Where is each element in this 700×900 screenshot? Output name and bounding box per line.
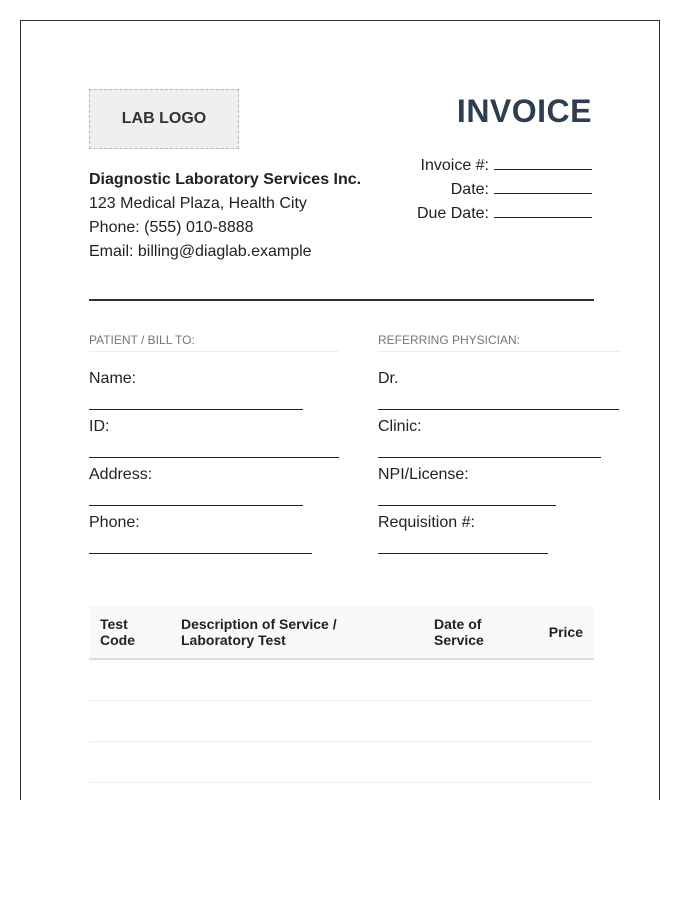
cell-description[interactable] [170,742,423,783]
header-divider [89,299,594,301]
patient-id-line[interactable] [89,457,339,458]
th-date-of-service: Date of Service [423,606,515,659]
physician-req-label: Requisition #: [378,514,475,531]
cell-date[interactable] [423,701,515,742]
company-name: Diagnostic Laboratory Services Inc. [89,171,362,188]
invoice-number-field[interactable] [494,155,592,170]
physician-name-field [378,370,620,418]
patient-address-line[interactable] [89,505,303,506]
patient-header: PATIENT / BILL TO: [89,333,339,352]
cell-date[interactable] [423,742,515,783]
table-row [89,742,594,783]
patient-name-field [89,370,339,418]
invoice-sheet [20,20,660,800]
company-email: Email: billing@diaglab.example [89,243,312,260]
company-address: 123 Medical Plaza, Health City [89,195,307,212]
physician-npi-field [378,466,620,514]
physician-header: REFERRING PHYSICIAN: [378,333,620,352]
patient-phone-label: Phone: [89,514,140,531]
physician-req-line[interactable] [378,553,548,554]
patient-address-label: Address: [89,466,153,483]
physician-section [378,333,620,562]
physician-name-line[interactable] [378,409,619,410]
invoice-number-row [417,154,592,178]
logo-text: LAB LOGO [121,110,207,127]
lab-logo-placeholder [89,89,239,149]
physician-npi-label: NPI/License: [378,466,469,483]
patient-phone-field [89,514,339,562]
invoice-meta [417,154,592,226]
patient-id-label: ID: [89,418,110,435]
patient-name-line[interactable] [89,409,303,410]
invoice-date-row [417,178,592,202]
cell-date[interactable] [423,659,515,701]
invoice-date-label: Date: [450,181,489,198]
company-info [89,168,361,264]
patient-id-field [89,418,339,466]
cell-description[interactable] [170,701,423,742]
cell-test-code[interactable] [89,659,170,701]
physician-clinic-label: Clinic: [378,418,422,435]
table-row [89,659,594,701]
cell-test-code[interactable] [89,701,170,742]
physician-req-field [378,514,620,562]
invoice-date-field[interactable] [494,179,592,194]
physician-dr-label: Dr. [378,370,399,387]
cell-price[interactable] [515,742,594,783]
patient-name-label: Name: [89,370,137,387]
physician-clinic-line[interactable] [378,457,601,458]
th-description: Description of Service / Laboratory Test [170,606,423,659]
patient-section [89,333,339,562]
services-table [89,606,594,783]
cell-description[interactable] [170,659,423,701]
invoice-due-label: Due Date: [416,205,489,222]
patient-phone-line[interactable] [89,553,312,554]
physician-npi-line[interactable] [378,505,556,506]
cell-price[interactable] [515,701,594,742]
th-test-code: Test Code [89,606,170,659]
physician-clinic-field [378,418,620,466]
invoice-due-field[interactable] [494,203,592,218]
th-price: Price [515,606,594,659]
table-row [89,701,594,742]
table-header-row [89,606,594,659]
cell-price[interactable] [515,659,594,701]
company-phone: Phone: (555) 010-8888 [89,219,254,236]
invoice-title: INVOICE [456,93,592,129]
patient-address-field [89,466,339,514]
invoice-number-label: Invoice #: [420,157,489,174]
invoice-due-row [417,202,592,226]
cell-test-code[interactable] [89,742,170,783]
